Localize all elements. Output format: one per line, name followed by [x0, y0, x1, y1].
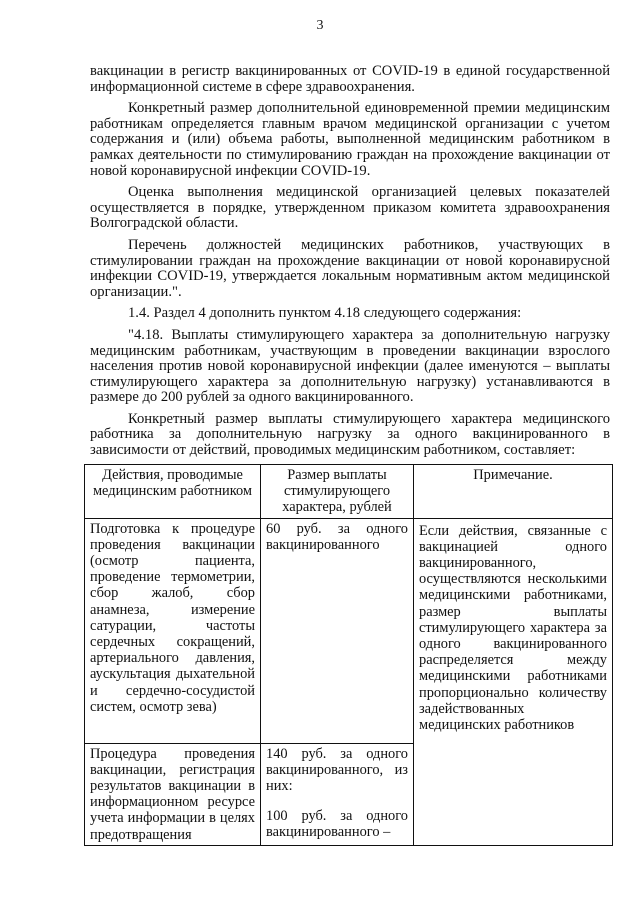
table-header-row [85, 465, 613, 519]
paragraph-clause-4-18: "4.18. Выплаты стимулирующего характера за дополнительную нагрузку медицинским работникам, участвующим в проведении вакцинации взрослого населения против новой коронавирусной инфекции (далее именуются – выплаты стимулирующего характера за дополнительную нагрузку) устанавливаются в размере до 200 рублей за одного вакцинированного. [90, 326, 610, 406]
paragraph-bonus-size: Конкретный размер дополнительной единовременной премии медицинским работникам определяется главным врачом медицинской организации с учетом содержания и (или) объема работы, выполненной медицинским работником в рамках деятельности по стимулированию граждан на прохождение вакцинации от новой коронавирусной инфекции COVID-19. [90, 100, 610, 179]
procedure-amount-total: 140 руб. за одного вакцинированного, из них: [266, 745, 408, 795]
document-body [90, 64, 610, 465]
paragraph-target-evaluation: Оценка выполнения медицинской организацией целевых показателей осуществляется в порядке, утвержденном приказом комитета здравоохранения Волгоградской области. [90, 184, 610, 232]
note-cell: Если действия, связанные с вакцинацией одного вакцинированного, осуществляются несколькими медицинскими работниками, размер выплаты стимулирующего характера за одного вакцинированного распределяется между медицинскими работниками пропорционально количеству задействованных медицинских работников [414, 518, 613, 845]
row-preparation-action: Подготовка к процедуре проведения вакцинации (осмотр пациента, проведение термометрии, сбор жалоб, сбор анамнеза, измерение сатурации, частоты сердечных сокращений, артериального давления, аускультация дыхательной и сердечно-сосудистой систем, осмотр зева) [85, 518, 261, 743]
paragraph-vaccination-registry: вакцинации в регистр вакцинированных от COVID-19 в единой государственной информационной системе в сфере здравоохранения. [90, 63, 610, 95]
row-procedure-action: Процедура проведения вакцинации, регистрация результатов вакцинации в информационном ресурсе учета информации в целях предотвращения [85, 743, 261, 845]
header-actions: Действия, проводимые медицинским работником [85, 465, 261, 519]
table-row [85, 518, 613, 743]
procedure-amount-part: 100 руб. за одного вакцинированного – [266, 808, 408, 841]
header-payment-size: Размер выплаты стимулирующего характера, рублей [261, 465, 414, 519]
paragraph-position-list: Перечень должностей медицинских работников, участвующих в стимулировании граждан на прохождение вакцинации от новой коронавирусной инфекции COVID-19, утверждается локальным нормативным актом медицинской организации.". [90, 236, 610, 300]
paragraph-payment-size-intro: Конкретный размер выплаты стимулирующего характера медицинского работника за дополнительную нагрузку за одного вакцинированного в зависимости от действий, проводимых медицинским работником, составляет: [90, 410, 610, 459]
row-preparation-amount: 60 руб. за одного вакцинированного [261, 518, 414, 743]
header-note: Примечание. [414, 465, 613, 519]
payment-table [84, 464, 613, 846]
page-number: 3 [316, 18, 324, 33]
row-procedure-amount [261, 743, 414, 845]
paragraph-section-4-amendment: 1.4. Раздел 4 дополнить пунктом 4.18 следующего содержания: [128, 305, 522, 322]
